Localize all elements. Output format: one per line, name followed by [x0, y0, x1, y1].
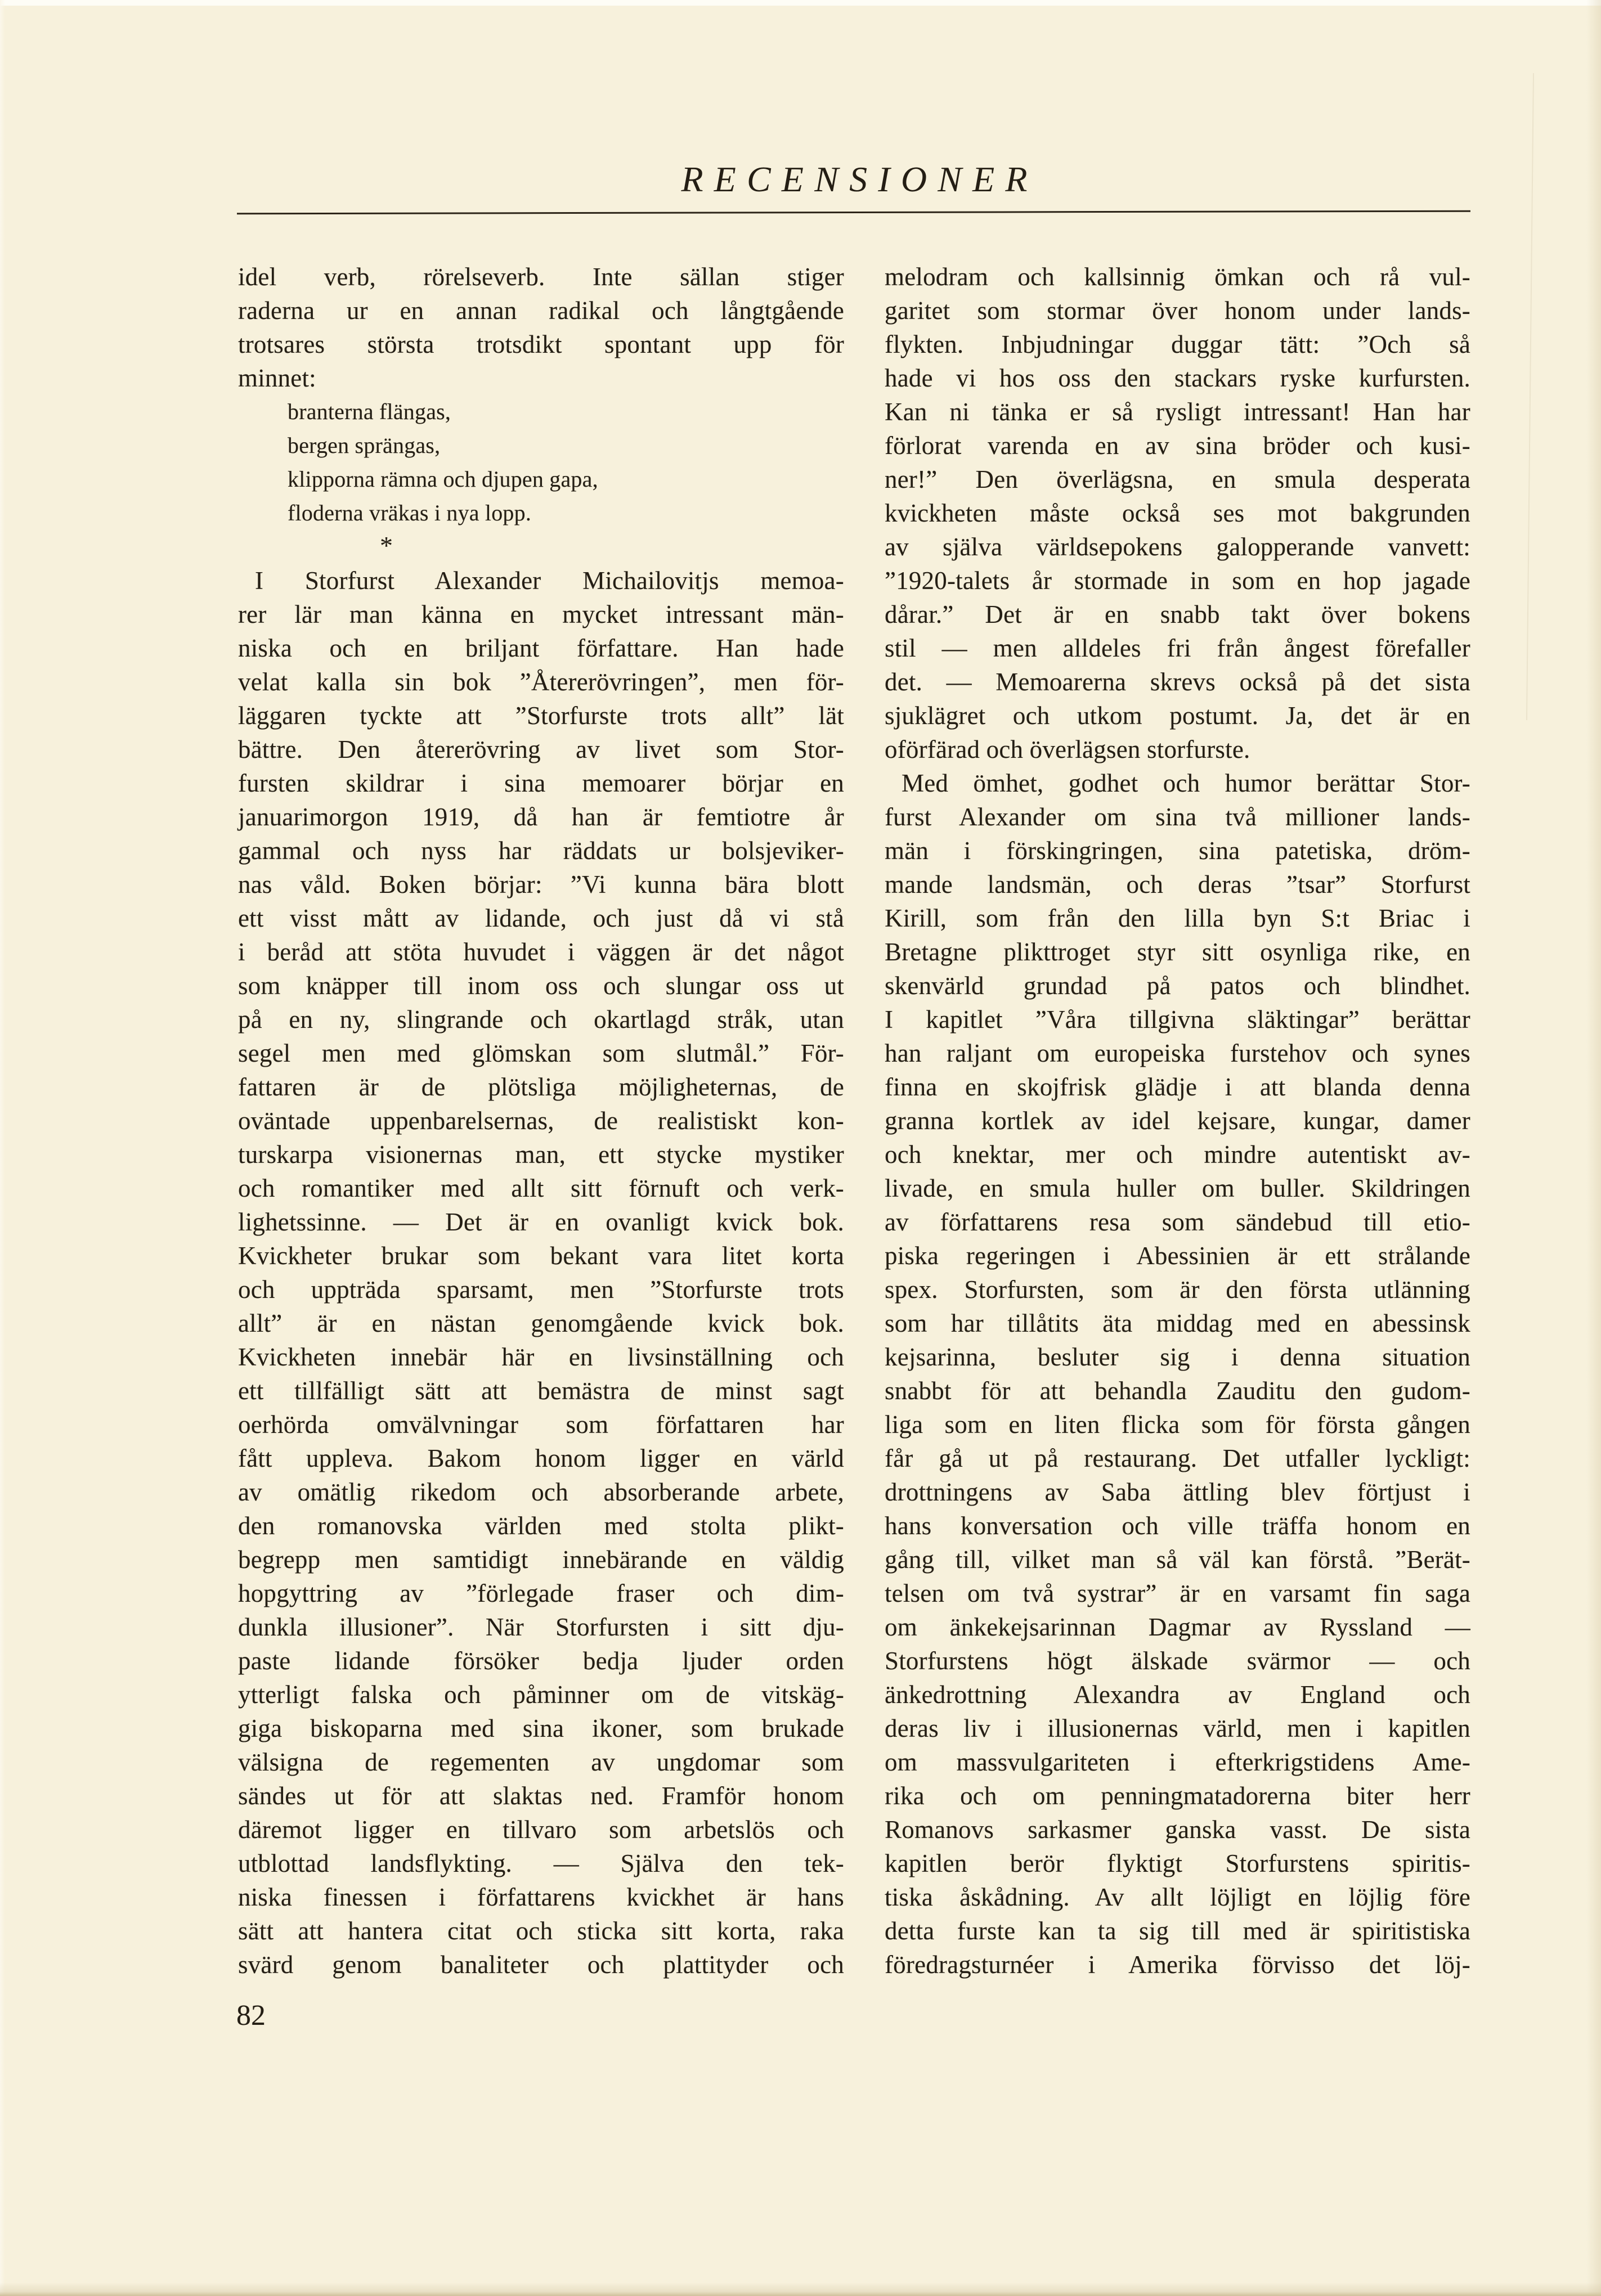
text-line: välsigna de regementen av ungdomar som	[238, 1748, 844, 1776]
text-line: velat kalla sin bok ”Återerövringen”, men för-	[238, 668, 844, 696]
text-line: spex. Storfursten, som är den första utlänning	[885, 1275, 1470, 1304]
text-line: får gå ut på restaurang. Det utfaller lyckligt:	[885, 1444, 1470, 1472]
text-line: raderna ur en annan radikal och långtgående	[238, 296, 844, 325]
text-line: Bretagne plikttroget styr sitt osynliga rike, en	[885, 938, 1470, 966]
text-line: av själva världsepokens galopperande vanvett:	[885, 533, 1470, 561]
text-line: av författarens resa som sändebud till etio-	[885, 1208, 1470, 1236]
text-line: sändes ut för att slaktas ned. Framför honom	[238, 1782, 844, 1810]
text-line: livade, en smula huller om buller. Skildringen	[885, 1174, 1470, 1202]
text-line: fursten skildrar i sina memoarer börjar en	[238, 769, 844, 797]
text-line: paste lidande försöker bedja ljuder orden	[238, 1647, 844, 1675]
text-line: Kan ni tänka er så rysligt intressant! Han har	[885, 398, 1470, 426]
text-line: ”1920-talets år stormade in som en hop jagade	[885, 567, 1470, 595]
text-line: I kapitlet ”Våra tillgivna släktingar” berättar	[885, 1005, 1470, 1034]
verse-line: bergen sprängas,	[288, 433, 441, 458]
text-line: nas våld. Boken börjar: ”Vi kunna bära blott	[238, 870, 844, 898]
verse-line: branterna flängas,	[288, 399, 451, 424]
text-line: i beråd att stöta huvudet i väggen är det något	[238, 938, 844, 966]
text-line: kapitlen berör flyktigt Storfurstens spiritis-	[885, 1849, 1470, 1877]
text-line: garitet som stormar över honom under lands-	[885, 296, 1470, 325]
text-line: rer lär man känna en mycket intressant män-	[238, 600, 844, 628]
text-line: Kvickheter brukar som bekant vara litet korta	[238, 1242, 844, 1270]
text-line: segel men med glömskan som slutmål.” För-	[238, 1039, 844, 1067]
text-line: niska och en briljant författare. Han hade	[238, 634, 844, 662]
right-column	[885, 260, 1470, 1982]
text-line: svärd genom banaliteter och plattityder och	[238, 1951, 844, 1979]
text-line: Romanovs sarkasmer ganska vasst. De sista	[885, 1816, 1470, 1844]
text-line: turskarpa visionernas man, ett stycke mystiker	[238, 1140, 844, 1169]
text-line: Kvickheten innebär här en livsinställning och	[238, 1343, 844, 1371]
text-line: liga som en liten flicka som för första gången	[885, 1410, 1470, 1439]
left-column	[238, 260, 844, 1982]
text-line: förlorat varenda en av sina bröder och kusi-	[885, 432, 1470, 460]
text-line: granna kortlek av idel kejsare, kungar, damer	[885, 1107, 1470, 1135]
text-line: oväntade uppenbarelsernas, de realistiskt kon-	[238, 1107, 844, 1135]
text-line: piska regeringen i Abessinien är ett strålande	[885, 1242, 1470, 1270]
text-line: fattaren är de plötsliga möjligheternas, de	[238, 1073, 844, 1101]
text-line: om änkekejsarinnan Dagmar av Ryssland —	[885, 1613, 1470, 1641]
scan-edge-top	[0, 0, 1601, 6]
text-line: detta furste kan ta sig till med är spiritistiska	[885, 1917, 1470, 1945]
text-line: niska finessen i författarens kvickhet är hans	[238, 1883, 844, 1911]
text-line: däremot ligger en tillvaro som arbetslös och	[238, 1816, 844, 1844]
text-line: utblottad landsflykting. — Själva den tek-	[238, 1849, 844, 1877]
section-separator-star: *	[380, 531, 393, 560]
text-line: på en ny, slingrande och okartlagd stråk, utan	[238, 1005, 844, 1034]
text-line: oerhörda omvälvningar som författaren har	[238, 1410, 844, 1439]
page-number: 82	[236, 2000, 266, 2032]
text-line: tiska åskådning. Av allt löjligt en löjlig före	[885, 1883, 1470, 1911]
text-line: hade vi hos oss den stackars ryske kurfursten.	[885, 364, 1470, 392]
scan-edge-left	[0, 0, 5, 2296]
text-line: han raljant om europeiska furstehov och synes	[885, 1039, 1470, 1067]
text-line: minnet:	[238, 364, 316, 392]
text-line: gammal och nyss har räddats ur bolsjeviker-	[238, 837, 844, 865]
verse-line: klipporna rämna och djupen gapa,	[288, 466, 598, 492]
verse-block	[238, 395, 844, 530]
text-line: trotsares största trotsdikt spontant upp för	[238, 330, 844, 358]
header-rule	[237, 210, 1470, 215]
scan-edge-bottom	[0, 2282, 1601, 2296]
text-line: I Storfurst Alexander Michailovitjs memoa-	[255, 567, 844, 595]
text-line: dunkla illusioner”. När Storfursten i sitt dju-	[238, 1613, 844, 1641]
text-line: rika och om penningmatadorerna biter herr	[885, 1782, 1470, 1810]
text-line: kejsarinna, besluter sig i denna situation	[885, 1343, 1470, 1371]
text-line: gång till, vilket man så väl kan förstå. ”Berät-	[885, 1545, 1470, 1574]
text-line: av omätlig rikedom och absorberande arbete,	[238, 1478, 844, 1506]
text-line: dårar.” Det är en snabb takt över bokens	[885, 600, 1470, 628]
text-line: telsen om två systrar” är en varsamt fin saga	[885, 1579, 1470, 1607]
text-line: som knäpper till inom oss och slungar oss ut	[238, 972, 844, 1000]
text-line: Kirill, som från den lilla byn S:t Briac i	[885, 904, 1470, 932]
scan-edge-right	[1586, 0, 1601, 2296]
text-line: oförfärad och överlägsen storfurste.	[885, 735, 1250, 763]
text-line: giga biskoparna med sina ikoner, som brukade	[238, 1714, 844, 1742]
text-line: idel verb, rörelseverb. Inte sällan stiger	[238, 263, 844, 291]
text-line: januarimorgon 1919, då han är femtiotre år	[238, 803, 844, 831]
verse-line: floderna vräkas i nya lopp.	[288, 500, 532, 525]
text-line: fått uppleva. Bakom honom ligger en värld	[238, 1444, 844, 1472]
text-line: snabbt för att behandla Zauditu den gudom-	[885, 1377, 1470, 1405]
text-line: skenvärld grundad på patos och blindhet.	[885, 972, 1470, 1000]
text-line: ett visst mått av lidande, och just då vi stå	[238, 904, 844, 932]
text-line: och uppträda sparsamt, men ”Storfurste trots	[238, 1275, 844, 1304]
text-line: män i förskingringen, sina patetiska, dröm-	[885, 837, 1470, 865]
text-line: melodram och kallsinnig ömkan och rå vul-	[885, 263, 1470, 291]
text-line: och romantiker med allt sitt förnuft och verk-	[238, 1174, 844, 1202]
text-line: deras liv i illusionernas värld, men i kapitlen	[885, 1714, 1470, 1742]
text-line: om massvulgariteten i efterkrigstidens Ame-	[885, 1748, 1470, 1776]
text-line: sätt att hantera citat och sticka sitt korta, raka	[238, 1917, 844, 1945]
text-line: bättre. Den återerövring av livet som Stor-	[238, 735, 844, 763]
text-line: ett tillfälligt sätt att bemästra de minst sagt	[238, 1377, 844, 1405]
text-line: och knektar, mer och mindre autentiskt av-	[885, 1140, 1470, 1169]
text-line: ner!” Den överlägsna, en smula desperata	[885, 465, 1470, 493]
text-line: den romanovska världen med stolta plikt-	[238, 1512, 844, 1540]
text-line: hans konversation och ville träffa honom en	[885, 1512, 1470, 1540]
text-line: föredragsturnéer i Amerika förvisso det löj-	[885, 1951, 1470, 1979]
text-line: flykten. Inbjudningar duggar tätt: ”Och så	[885, 330, 1470, 358]
text-line: som har tillåtits äta middag med en abessinsk	[885, 1309, 1470, 1337]
text-line: Med ömhet, godhet och humor berättar Stor-	[902, 769, 1470, 797]
text-line: begrepp men samtidigt innebärande en väldig	[238, 1545, 844, 1574]
text-line: finna en skojfrisk glädje i att blanda denna	[885, 1073, 1470, 1101]
text-line: hopgyttring av ”förlegade fraser och dim-	[238, 1579, 844, 1607]
text-line: lighetssinne. — Det är en ovanligt kvick bok.	[238, 1208, 844, 1236]
text-line: sjuklägret och utkom postumt. Ja, det är en	[885, 702, 1470, 730]
page-header-title: RECENSIONER	[681, 159, 1038, 199]
text-line: mande landsmän, och deras ”tsar” Storfurst	[885, 870, 1470, 898]
text-line: kvickheten måste också ses mot bakgrunden	[885, 499, 1470, 527]
text-line: änkedrottning Alexandra av England och	[885, 1681, 1470, 1709]
text-line: Storfurstens högt älskade svärmor — och	[885, 1647, 1470, 1675]
text-line: det. — Memoarerna skrevs också på det sista	[885, 668, 1470, 696]
text-line: drottningens av Saba ättling blev förtjust i	[885, 1478, 1470, 1506]
paper-crease	[1526, 73, 1534, 720]
text-line: stil — men alldeles fri från ångest förefaller	[885, 634, 1470, 662]
text-line: allt” är en nästan genomgående kvick bok.	[238, 1309, 844, 1337]
text-line: furst Alexander om sina två millioner lands-	[885, 803, 1470, 831]
text-line: ytterligt falska och påminner om de vitskäg-	[238, 1681, 844, 1709]
text-line: läggaren tyckte att ”Storfurste trots allt” lät	[238, 702, 844, 730]
